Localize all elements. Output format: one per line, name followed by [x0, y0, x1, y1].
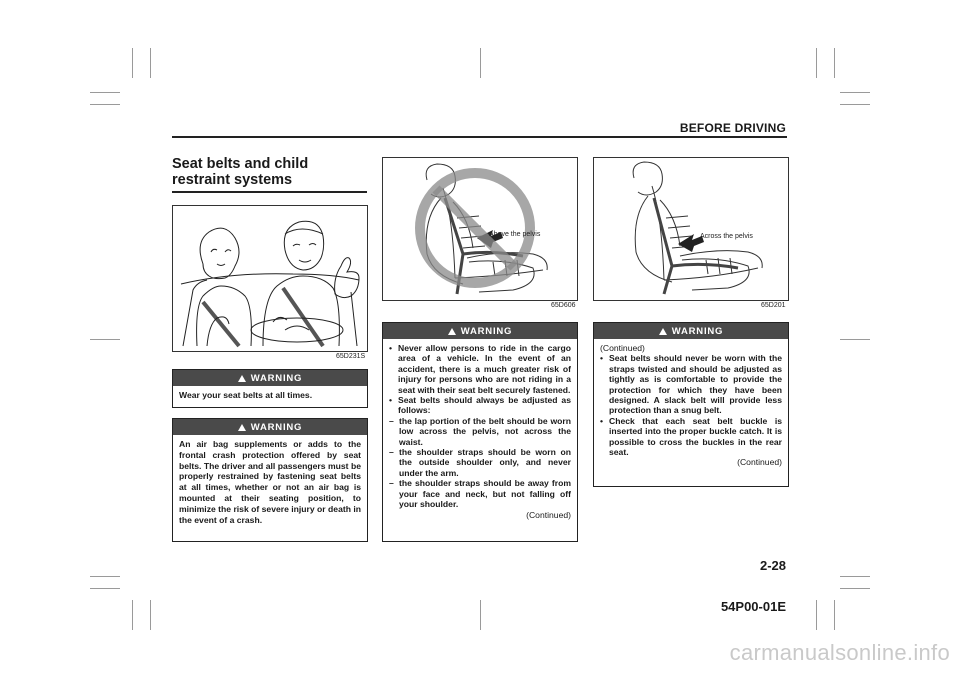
figure-belt-across-pelvis — [593, 157, 789, 301]
correct-belt-illustration — [594, 158, 788, 300]
warning-bullet: • Check that each seat belt buckle is inserted into the proper buckle catch. It is possible to cross the buckles in the rear seat. — [600, 416, 782, 458]
warning-box — [172, 369, 368, 408]
warning-text: Wear your seat belts at all times. — [179, 390, 313, 400]
running-header: BEFORE DRIVING — [679, 121, 786, 135]
section-title: Seat belts and child restraint systems — [172, 156, 309, 188]
warning-icon — [238, 375, 246, 382]
incorrect-belt-illustration — [383, 158, 577, 300]
header-rule — [172, 136, 787, 138]
warning-subitem: – the shoulder straps should be worn on the outside shoulder only, and never under the arm. — [389, 447, 571, 478]
figure-code: 65D201 — [761, 302, 786, 309]
warning-icon — [238, 424, 246, 431]
figure-label: Above the pelvis — [489, 231, 541, 238]
warning-box — [172, 418, 368, 542]
figure-belt-above-pelvis — [382, 157, 578, 301]
warning-box — [593, 322, 789, 487]
warning-subitem: – the shoulder straps should be away from your face and neck, but not falling off your shoulder. — [389, 478, 571, 509]
figure-code: 65D606 — [551, 302, 576, 309]
warning-icon — [448, 328, 456, 335]
occupants-illustration — [173, 206, 367, 351]
warning-header — [173, 419, 367, 435]
continued-label: (Continued) — [737, 457, 782, 468]
page-number: 2-28 — [759, 558, 786, 573]
warning-box — [382, 322, 578, 542]
warning-bullet: • Never allow persons to ride in the cargo area of a vehicle. In the event of an accident, there is a much greater risk of injury for persons who are not riding in a seat with their seat belt securely fastened. — [389, 343, 571, 395]
warning-header — [383, 323, 577, 339]
warning-heading: WARNING — [250, 421, 303, 433]
warning-header — [173, 370, 367, 386]
warning-text: An air bag supplements or adds to the frontal crash protection offered by seat belts. The driver and all passengers must be properly restrained by fastening seat belts at all times, whether or not an air bag is mounted at their seating position, to minimize the risk of severe injury or death in the event of a crash. — [179, 439, 361, 525]
warning-bullet-text: Seat belts should always be adjusted as follows: — [398, 395, 571, 416]
warning-text — [383, 339, 577, 524]
section-rule — [172, 191, 367, 193]
watermark: carmanualsonline.info — [729, 640, 950, 665]
figure-label: Across the pelvis — [700, 233, 753, 240]
continued-label: (Continued) — [600, 343, 645, 353]
figure-occupants-belted — [172, 205, 368, 352]
warning-bullet — [389, 395, 571, 509]
warning-bullet: • Seat belts should never be worn with the straps twisted and should be adjusted as tightly as is comfortable to provide the protection for which they have been designed. A slack belt will provide less protection than a snug belt. — [600, 353, 782, 415]
warning-heading: WARNING — [460, 325, 513, 337]
warning-icon — [659, 328, 667, 335]
warning-text — [594, 339, 788, 472]
figure-code: 65D231S — [336, 353, 366, 360]
continued-label: (Continued) — [526, 509, 571, 520]
warning-heading: WARNING — [671, 325, 724, 337]
warning-subitem: – the lap portion of the belt should be worn low across the pelvis, not across the waist. — [389, 416, 571, 447]
warning-header — [594, 323, 788, 339]
warning-heading: WARNING — [250, 372, 303, 384]
document-code: 54P00-01E — [720, 599, 786, 614]
